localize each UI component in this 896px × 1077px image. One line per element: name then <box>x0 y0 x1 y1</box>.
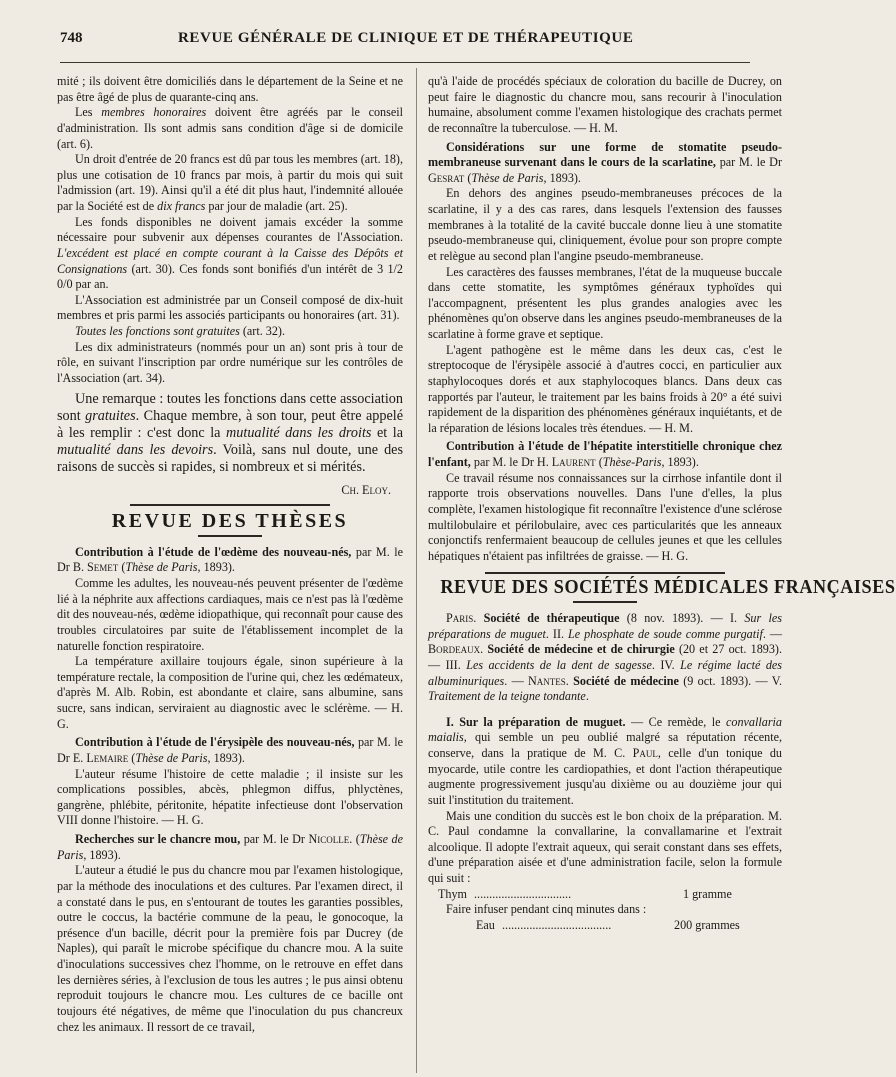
article-paragraph: I. Sur la préparation de muguet. — Ce remède, le convallaria maialis, qui semble un peu oublié malgré sa réputation récente, conserve, dans la pratique de M. C. Paul, celle d'un tonique du myocarde, utile contre les cardiopathies, et dont l'action thérapeutique augmente progressivement jusqu'au dixième ou au douzième jour qui suit l'institution du traitement. <box>428 714 783 807</box>
paragraph: Les membres honoraires doivent être agréés par le conseil d'administration. Ils sont admis sans condition d'âge si de domicile (art. 6). <box>57 105 403 151</box>
section-rule <box>130 504 330 506</box>
formula-line: Thym ................................ 1 gramme <box>438 886 732 901</box>
societies-summary: Paris. Société de thérapeutique (8 nov. 1893). — I. Sur les préparations de muguet. II. Le phosphate de soude comme purgatif. — Bordeaux. Société de médecine et de chirurgie (20 et 27 oct. 1893). — III. Les accidents de la dent de sagesse. IV. Le régime lacté des albuminuriques. — Nantes. Société de médecine (9 oct. 1893). — V. Traitement de la teigne tondante. <box>428 611 783 704</box>
paragraph: Un droit d'entrée de 20 francs est dû par tous les membres (art. 18), plus une cotisation de 10 francs par mois, à partir du mois qui suit l'admission (art. 19). Ainsi qu'il a été dit plus haut, l'indemnité allouée par la Société est de dix francs par jour de maladie (art. 25). <box>57 152 403 213</box>
paragraph: En dehors des angines pseudo-membraneuses précoces de la scarlatine, il y a des cas rares, dans lesquels l'extension des fausses membranes à la totalité de la cavité buccale donne lieu à une stomatite pseudo-membraneuse qui, cliniquement, évolue pour son propre compte et relègue au second plan l'angine pseudo-membraneuse. <box>428 186 782 263</box>
section-rule <box>485 572 725 574</box>
entry-heading: Recherches sur le chancre mou, par M. le Dr Nicolle. (Thèse de Paris, 1893). <box>57 832 403 862</box>
paragraph: L'auteur résume l'histoire de cette maladie ; il insiste sur les complications possibles, abcès, phlegmon diffus, phlyctènes, gangrène, phlébite, péritonite, hépatite infectieuse dont l'observation VIII donne l'histoire. — H. G. <box>57 766 403 828</box>
title-ornament <box>573 601 637 603</box>
entry-heading: Contribution à l'étude de l'œdème des nouveau-nés, par M. le Dr B. Semet (Thèse de Paris, 1893). <box>57 544 404 575</box>
author-signature: Ch. Eloy. <box>341 482 391 497</box>
paragraph: L'agent pathogène est le même dans les deux cas, c'est le streptocoque de l'érysipèle associé à d'autres cocci, en particulier aux staphylocoques dorés et aux staphylocoques blancs. Dans deux cas rapportés par l'auteur, le traitement par les bains froids à 20° a été suivi rapidement de la disparition des phénomènes généraux inquiétants, et de la réparation de lésions locales très étendues. — H. M. <box>428 342 782 435</box>
paragraph: L'Association est administrée par un Conseil composé de dix-huit membres et pris parmi les associés participants ou honoraires (art. 31). <box>57 292 403 323</box>
right-column <box>428 74 896 933</box>
section-title: REVUE DES THÈSES <box>111 510 349 533</box>
paragraph: mité ; ils doivent être domiciliés dans le département de la Seine et ne pas être âgé de plus de quarante-cinq ans. <box>57 74 403 104</box>
page-number: 748 <box>60 30 83 46</box>
page-header <box>60 30 750 52</box>
paragraph: Toutes les fonctions sont gratuites (art. 32). <box>75 324 285 338</box>
remark-paragraph: Une remarque : toutes les fonctions dans cette association sont gratuites. Chaque membre, à son tour, peut être appelé à les remplir : c'est donc la mutualité dans les droits et la mutualité dans les devoirs. Voilà, sans nul doute, une des raisons de succès si rapides, si nombreux et si mérités. <box>57 390 404 476</box>
title-ornament <box>198 535 262 537</box>
entry-heading: Contribution à l'étude de l'érysipèle des nouveau-nés, par M. le Dr E. Lemaire (Thèse de Paris, 1893). <box>57 735 404 765</box>
paragraph: La température axillaire toujours égale, sinon supérieure à la température rectale, la composition de l'urine qui, chez les œdémateux, d'après M. Alb. Robin, est abondante et claire, sans albumine, sans sucre, sans indican, serviraient au diagnostic avec le sclérème. — H. G. <box>57 654 403 731</box>
paragraph: Les dix administrateurs (nommés pour un an) sont pris à tour de rôle, en suivant l'inscription par ordre numérique sur les contrôles de l'Association (art. 34). <box>57 339 403 385</box>
paragraph: Les caractères des fausses membranes, l'état de la muqueuse buccale dans cette stomatite, les symptômes généraux typhoïdes qui l'accompagnent, présentent les plus grandes analogies avec les phénomènes qu'on observe dans les angines pseudo-membraneuses de la scarlatine à forme grave et septique. <box>428 264 782 341</box>
paragraph: Comme les adultes, les nouveau-nés peuvent présenter de l'œdème lié à la néphrite aux affections cardiaques, mais ce n'est pas là l'œdème dit des nouveau-nés, œdème idiopathique, qui reconnaît pour cause des troubles circulatoires par suite de l'établissement incomplet de la naturelle fonction respiratoire. <box>57 576 403 653</box>
paragraph: L'auteur a étudié le pus du chancre mou par l'examen histologique, par la méthode des inoculations et des cultures. Par l'examen direct, il a constaté dans le pus, en s'entourant de toutes les garanties possibles, outre le coccus, la bactérie commune de la peau, le gonocoque, la présence d'un bacille, décrit pour la première fois par Ducrey (de Naples), qui paraît le microbe spécifique du chancre mou. A la suite d'inoculations successives chez l'homme, on le retrouve en effet dans les dernières séries, à l'exclusion de tous les autres ; le pus ainsi obtenu reproduit toujours le chancre mou. Les cultures de ce bacille ont toujours été négatives, de même que l'inoculation du pus chancreux chez les animaux. Il ressort de ce travail, <box>57 863 403 1034</box>
section-title: REVUE DES SOCIÉTÉS MÉDICALES FRANÇAISES <box>440 577 896 599</box>
entry-heading: Considérations sur une forme de stomatite pseudo-membraneuse survenant dans le cours de la scarlatine, par M. le Dr Gesrat (Thèse de Paris, 1893). <box>428 139 782 185</box>
paragraph: Ce travail résume nos connaissances sur la cirrhose infantile dont il rapporte trois observations nouvelles. Dans l'une d'elles, la plus complète, l'examen histologique fit reconnaître l'existence d'une sclérose multilobulaire et périlobulaire, avec ces particularités que les anneaux conjonctifs renfermaient beaucoup de cellules jeunes et que les cellules hépatiques n'étaient pas infiltrées de graisse. — H. G. <box>428 470 782 563</box>
paragraph: qu'à l'aide de procédés spéciaux de coloration du bacille de Ducrey, on peut faire le diagnostic du chancre mou, sans recourir à l'inoculation humaine, absolument comme l'examen histologique des crachats permet de reconnaître la tuberculose. — H. M. <box>428 74 782 135</box>
formula-line: Faire infuser pendant cinq minutes dans : <box>446 902 647 917</box>
entry-heading: Contribution à l'étude de l'hépatite interstitielle chronique chez l'enfant, par M. le Dr H. Laurent (Thèse-Paris, 1893). <box>428 439 782 469</box>
paragraph: Les fonds disponibles ne doivent jamais excéder la somme nécessaire pour subvenir aux dépenses courantes de l'Association. L'excédent est placé en compte courant à la Caisse des Dépôts et Consignations (art. 30). Ces fonds sont bonifiés d'un intérêt de 3 1/2 0/0 par an. <box>57 214 403 292</box>
formula-line: Eau .................................... 200 grammes <box>476 917 740 932</box>
column-divider <box>416 68 417 1073</box>
left-column <box>57 74 403 1035</box>
paragraph: Mais une condition du succès est le bon choix de la préparation. M. C. Paul condamne la convallarine, la convallamarine et l'extrait alcoolique. Il adopte l'extrait aqueux, qui serait constant dans ses effets, d'une préparation aisée et d'une administration facile, selon la formule qui suit : <box>428 808 782 885</box>
running-title: REVUE GÉNÉRALE DE CLINIQUE ET DE THÉRAPEUTIQUE <box>178 30 634 46</box>
header-rule <box>60 62 750 63</box>
